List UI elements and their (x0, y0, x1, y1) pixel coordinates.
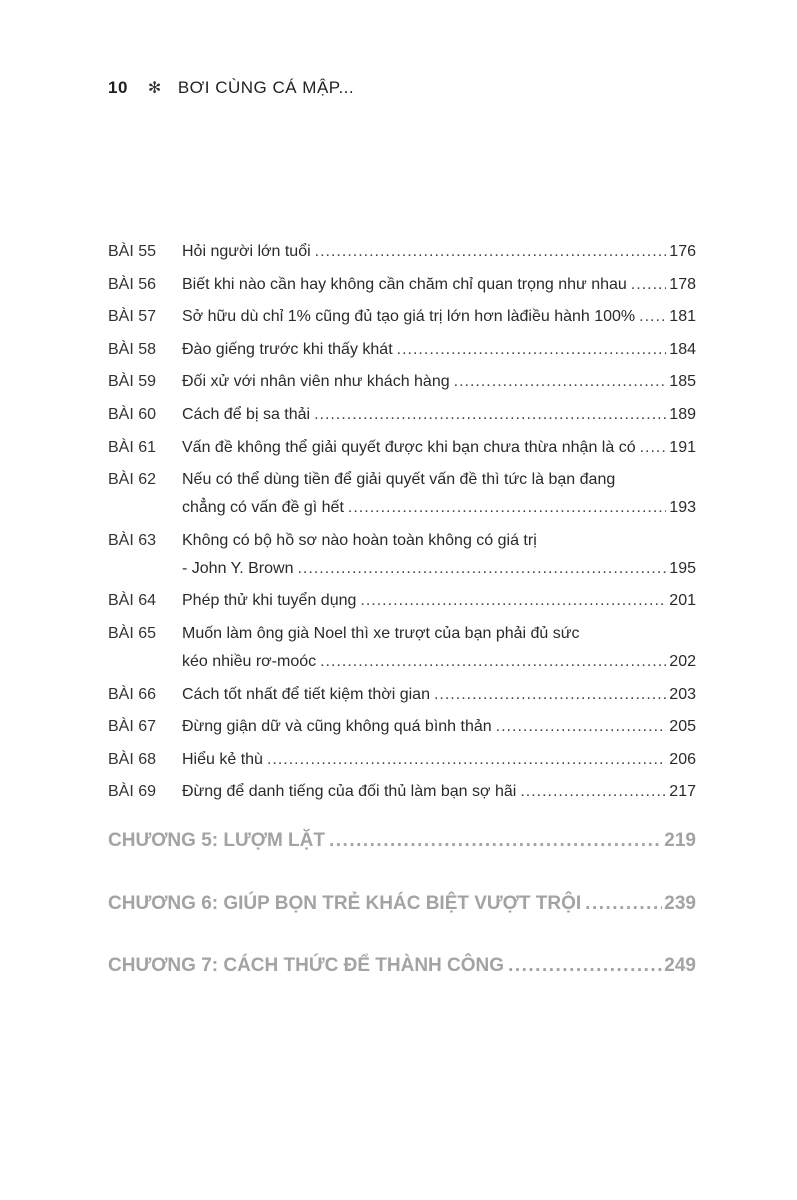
toc-entry[interactable] (108, 436, 696, 460)
entry-line (182, 403, 696, 427)
lesson-label: BÀI 62 (108, 471, 157, 489)
lesson-title: Hiểu kẻ thù (182, 750, 263, 768)
page-ref: 217 (669, 783, 696, 801)
dot-leader (297, 557, 666, 581)
toc-entry[interactable] (108, 748, 696, 772)
entry-body (182, 622, 696, 674)
entry-line (182, 468, 696, 492)
running-header (108, 78, 354, 98)
lesson-title: Cách để bị sa thải (182, 405, 311, 423)
entry-body (182, 748, 696, 772)
entry-line (182, 589, 696, 613)
chapter-entry[interactable] (108, 955, 696, 985)
table-of-contents (108, 240, 696, 813)
lesson-title: Hỏi người lớn tuổi (182, 243, 311, 260)
lesson-title: Phép thử khi tuyển dụng (182, 592, 357, 610)
toc-entry[interactable] (108, 715, 696, 739)
entry-line (182, 557, 696, 581)
toc-entry[interactable] (108, 403, 696, 427)
chapter-title: CHƯƠNG 6: GIÚP BỌN TRẺ KHÁC BIỆT VƯỢT TRỘI (108, 892, 582, 914)
lesson-title: Đừng giận dữ và cũng không quá bình thản (182, 718, 492, 736)
toc-entry[interactable] (108, 468, 696, 520)
dot-leader (314, 403, 666, 427)
chapter-page-ref: 239 (664, 892, 696, 914)
dot-leader (454, 370, 667, 394)
dot-leader (360, 589, 666, 613)
page-ref: 176 (669, 243, 696, 260)
lesson-title: Vấn đề không thể giải quyết được khi bạn chưa thừa nhận là có (182, 438, 636, 456)
page-ref: 195 (669, 559, 696, 577)
lesson-label: BÀI 60 (108, 405, 157, 423)
lesson-title: kéo nhiều rơ-moóc (182, 652, 317, 670)
lesson-label: BÀI 67 (108, 718, 157, 736)
lesson-title: chẳng có vấn đề gì hết (182, 499, 344, 517)
lesson-title: Muốn làm ông già Noel thì xe trượt của bạn phải đủ sức (182, 624, 580, 642)
lesson-title: Biết khi nào cần hay không cần chăm chỉ quan trọng như nhau (182, 275, 627, 293)
page-ref: 178 (669, 275, 696, 293)
toc-entry[interactable] (108, 622, 696, 674)
chapter-entry[interactable] (108, 830, 696, 860)
toc-entry[interactable] (108, 273, 696, 297)
lesson-label: BÀI 58 (108, 340, 157, 358)
lesson-title: Cách tốt nhất để tiết kiệm thời gian (182, 685, 430, 703)
chapter-page-ref: 249 (664, 955, 696, 976)
chapter-page-ref: 219 (664, 830, 696, 851)
entry-line (182, 273, 696, 297)
entry-line (182, 240, 696, 264)
chapter-title: CHƯƠNG 7: CÁCH THỨC ĐỂ THÀNH CÔNG (108, 955, 505, 976)
chapter-title: CHƯƠNG 5: LƯỢM LẶT (108, 830, 325, 851)
dot-leader (397, 338, 667, 362)
lesson-label: BÀI 65 (108, 624, 157, 642)
asterisk-icon: ✻ (147, 80, 162, 97)
dot-leader (496, 715, 667, 739)
lesson-label: BÀI 63 (108, 531, 157, 549)
toc-entry[interactable] (108, 305, 696, 329)
lesson-label: BÀI 64 (108, 592, 157, 610)
toc-entry[interactable] (108, 370, 696, 394)
entry-line (182, 436, 696, 460)
dot-leader (508, 955, 662, 977)
lesson-label: BÀI 57 (108, 308, 157, 326)
page-number: 10 (108, 78, 128, 97)
toc-entry[interactable] (108, 683, 696, 707)
page-ref: 181 (669, 308, 696, 326)
dot-leader (267, 748, 666, 772)
entry-body (182, 683, 696, 707)
dot-leader (640, 436, 667, 460)
entry-body (182, 529, 696, 581)
dot-leader (585, 893, 662, 915)
toc-entry[interactable] (108, 240, 696, 264)
dot-leader (320, 650, 666, 674)
dot-leader (329, 830, 662, 852)
dot-leader (434, 683, 666, 707)
toc-entry[interactable] (108, 780, 696, 804)
entry-body (182, 403, 696, 427)
toc-entry[interactable] (108, 589, 696, 613)
page-ref: 203 (669, 685, 696, 703)
book-title: BƠI CÙNG CÁ MẬP... (177, 78, 355, 97)
lesson-label: BÀI 59 (108, 373, 157, 391)
entry-body (182, 240, 696, 264)
page-ref: 185 (669, 373, 696, 391)
entry-line (182, 338, 696, 362)
entry-body (182, 338, 696, 362)
entry-line (182, 370, 696, 394)
entry-body (182, 589, 696, 613)
lesson-label: BÀI 66 (108, 685, 157, 703)
entry-line (182, 780, 696, 804)
toc-entry[interactable] (108, 529, 696, 581)
toc-entry[interactable] (108, 338, 696, 362)
page-ref: 202 (669, 652, 696, 670)
lesson-title: Đào giếng trước khi thấy khát (182, 340, 393, 358)
lesson-title: Đối xử với nhân viên như khách hàng (182, 373, 450, 391)
entry-body (182, 273, 696, 297)
entry-body (182, 305, 696, 329)
chapter-list (108, 830, 696, 1018)
lesson-label: BÀI 61 (108, 438, 157, 456)
entry-line (182, 715, 696, 739)
dot-leader (348, 496, 666, 520)
entry-line (182, 683, 696, 707)
entry-body (182, 370, 696, 394)
dot-leader (315, 240, 667, 264)
lesson-label: BÀI 55 (108, 243, 157, 260)
page-ref: 205 (669, 718, 696, 736)
page-ref: 193 (669, 499, 696, 517)
entry-line (182, 622, 696, 646)
page-ref: 191 (669, 438, 696, 456)
page-ref: 184 (669, 340, 696, 358)
page-ref: 206 (669, 750, 696, 768)
entry-body (182, 468, 696, 520)
page-ref: 201 (669, 592, 696, 610)
lesson-label: BÀI 68 (108, 750, 157, 768)
entry-body (182, 715, 696, 739)
entry-line (182, 496, 696, 520)
dot-leader (639, 305, 666, 329)
lesson-title: Đừng để danh tiếng của đối thủ làm bạn sợ hãi (182, 783, 517, 801)
entry-line (182, 305, 696, 329)
entry-line (182, 748, 696, 772)
lesson-title: - John Y. Brown (182, 559, 294, 577)
lesson-title: Không có bộ hồ sơ nào hoàn toàn không có giá trị (182, 531, 537, 549)
lesson-title: Nếu có thể dùng tiền để giải quyết vấn đề thì tức là bạn đang (182, 471, 616, 489)
page-ref: 189 (669, 405, 696, 423)
entry-line (182, 529, 696, 553)
entry-body (182, 780, 696, 804)
lesson-title: Sở hữu dù chỉ 1% cũng đủ tạo giá trị lớn hơn làđiều hành 100% (182, 308, 636, 326)
entry-line (182, 650, 696, 674)
entry-body (182, 436, 696, 460)
dot-leader (520, 780, 666, 804)
dot-leader (631, 273, 667, 297)
lesson-label: BÀI 56 (108, 275, 157, 293)
lesson-label: BÀI 69 (108, 783, 157, 801)
chapter-entry[interactable] (108, 893, 696, 923)
